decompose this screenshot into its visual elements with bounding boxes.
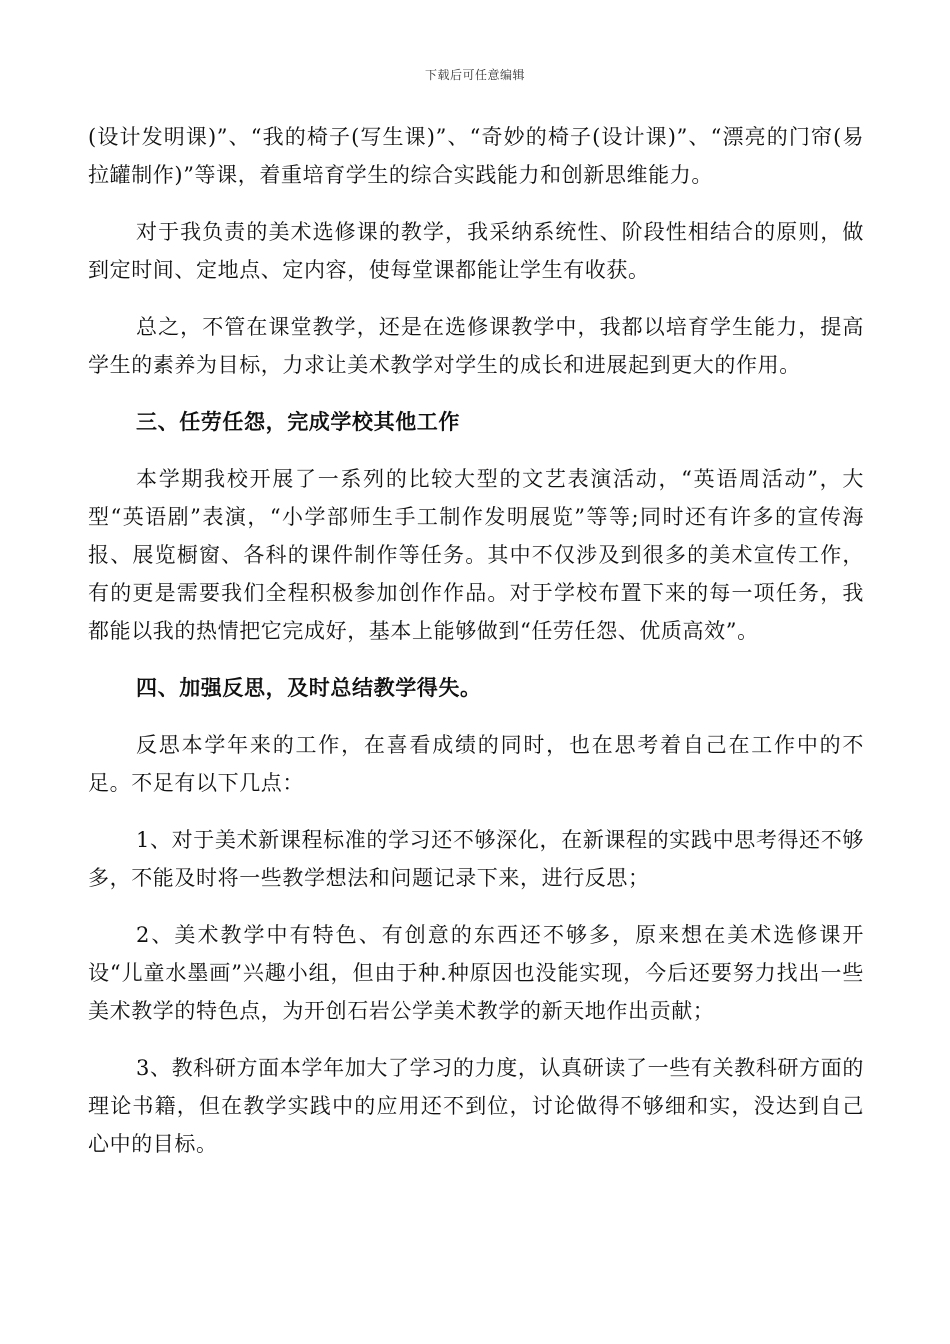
section-heading-3: 三、任劳任怨，完成学校其他工作 — [136, 409, 460, 434]
paragraph-course-list: (设计发明课)”、“我的椅子(写生课)”、“奇妙的椅子(设计课)”、“漂亮的门帘(易拉罐制作)”等课，着重培育学生的综合实践能力和创新思维能力。 — [88, 125, 864, 187]
page-header: 下载后可任意编辑 — [424, 68, 525, 82]
paragraph-shortcoming-2: 2、美术教学中有特色、有创意的东西还不够多，原来想在美术选修课开设“儿童水墨画”兴趣小组，但由于种.种原因也没能实现，今后还要努力找出一些美术教学的特色点，为开创石岩公学美术教学的新天地作出贡献； — [88, 923, 864, 1023]
paragraph-shortcoming-1: 1、对于美术新课程标准的学习还不够深化，在新课程的实践中思考得还不够多，不能及时将一些教学想法和问题记录下来，进行反思； — [88, 828, 864, 890]
paragraph-reflection-intro: 反思本学年来的工作，在喜看成绩的同时，也在思考着自己在工作中的不足。不足有以下几点： — [88, 733, 864, 795]
paragraph-elective-course: 对于我负责的美术选修课的教学，我采纳系统性、阶段性相结合的原则，做到定时间、定地点、定内容，使每堂课都能让学生有收获。 — [88, 220, 864, 282]
paragraph-summary: 总之，不管在课堂教学，还是在选修课教学中，我都以培育学生能力，提高学生的素养为目标，力求让美术教学对学生的成长和进展起到更大的作用。 — [88, 315, 864, 377]
paragraph-shortcoming-3: 3、教科研方面本学年加大了学习的力度，认真研读了一些有关教科研方面的理论书籍，但在教学实践中的应用还不到位，讨论做得不够细和实，没达到自己心中的目标。 — [88, 1056, 864, 1156]
paragraph-school-activities: 本学期我校开展了一系列的比较大型的文艺表演活动，“英语周活动”，大型“英语剧”表演，“小学部师生手工制作发明展览”等等;同时还有许多的宣传海报、展览橱窗、各科的课件制作等任务。其中不仅涉及到很多的美术宣传工作，有的更是需要我们全程积极参加创作作品。对于学校布置下来的每一项任务，我都能以我的热情把它完成好，基本上能够做到“任劳任怨、优质高效”。 — [88, 467, 864, 643]
document-body — [88, 118, 864, 1182]
section-heading-4: 四、加强反思，及时总结教学得失。 — [136, 675, 482, 700]
